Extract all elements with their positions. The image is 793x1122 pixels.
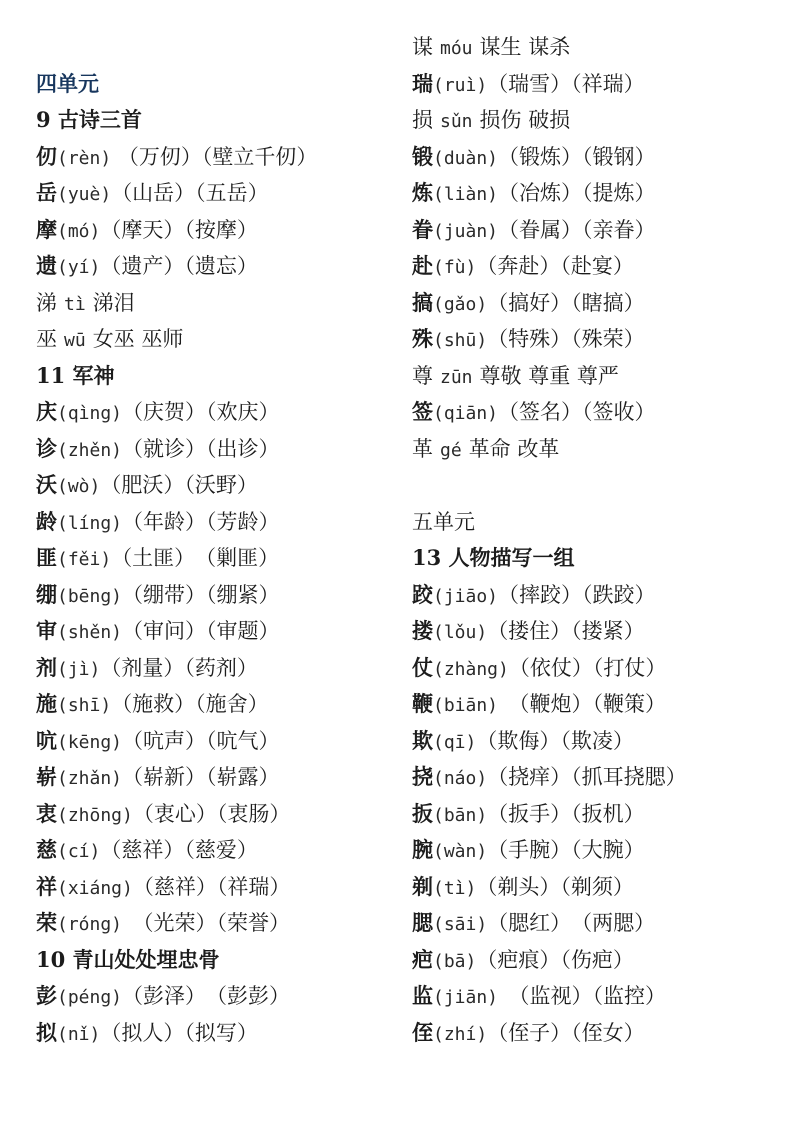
entry-words: （庆贺）（欢庆） [122, 400, 280, 424]
entry-head-char: 审 [36, 618, 57, 643]
entry-head-char: 尊 [412, 363, 433, 388]
entry-pinyin: (jiān) [433, 987, 499, 1008]
vocab-plain-line [412, 29, 687, 66]
entry-pinyin: zūn [440, 366, 473, 388]
lesson-heading [36, 102, 317, 139]
vocab-entry [412, 139, 687, 176]
vocab-entry [36, 759, 317, 796]
entry-words: （腮红） （两腮） [487, 911, 656, 935]
plain-heading [412, 504, 687, 541]
vocab-entry [36, 577, 317, 614]
vocab-entry [36, 686, 317, 723]
vocab-entry [412, 869, 687, 906]
vocab-entry [412, 905, 687, 942]
vocab-entry [36, 869, 317, 906]
entry-head-char: 签 [412, 399, 433, 424]
vocab-plain-line [412, 102, 687, 139]
entry-pinyin: (fù) [433, 257, 477, 278]
vocab-entry [412, 650, 687, 687]
entry-words: （依仗）（打仗） [508, 655, 667, 680]
entry-words: （绷带）（绷紧） [122, 582, 280, 607]
entry-pinyin: (jì) [57, 658, 101, 680]
vocab-entry [412, 394, 687, 431]
entry-head-char: 谋 [412, 35, 433, 59]
vocab-entry [412, 942, 687, 979]
entry-head-char: 彭 [36, 983, 57, 1008]
vocab-entry [412, 759, 687, 796]
entry-pinyin: (cí) [57, 841, 101, 862]
entry-pinyin: (líng) [57, 512, 123, 534]
entry-words: （搂住）（搂紧） [487, 619, 645, 643]
entry-pinyin: (zhǎn) [57, 768, 123, 789]
entry-head-char: 炼 [412, 180, 433, 205]
entry-head-char: 鞭 [412, 691, 433, 716]
entry-pinyin: wū [64, 330, 86, 351]
entry-pinyin: (qī) [433, 731, 477, 753]
vocab-entry [36, 139, 317, 176]
entry-head-char: 遗 [36, 253, 57, 278]
entry-pinyin: (juàn) [433, 220, 499, 242]
entry-words: （慈祥）（慈爱） [100, 838, 258, 862]
entry-head-char: 巫 [36, 327, 57, 351]
vocab-entry [36, 394, 317, 431]
entry-pinyin: (lǒu) [433, 622, 488, 643]
entry-words: （吭声）（吭气） [122, 728, 280, 753]
entry-pinyin: (zhōng) [57, 804, 133, 826]
vocab-entry [412, 212, 687, 249]
entry-words: 女巫 巫师 [92, 327, 184, 351]
entry-head-char: 扳 [412, 800, 433, 826]
entry-head-char: 跤 [412, 581, 433, 607]
vocab-entry [412, 613, 687, 650]
entry-pinyin: (bān) [433, 804, 488, 826]
entry-head-char: 沃 [36, 472, 57, 497]
lesson-heading-label: 13 人物描写一组 [412, 545, 575, 570]
entry-pinyin: (zhí) [433, 1023, 488, 1045]
vocab-entry [36, 540, 317, 577]
entry-pinyin: (yuè) [57, 184, 112, 205]
entry-words: （光荣）（荣誉） [122, 911, 291, 935]
entry-pinyin: gé [440, 439, 462, 461]
entry-words: （山岳）（五岳） [111, 181, 269, 205]
entry-words: （剂量）（药剂） [100, 655, 258, 680]
entry-pinyin: (bā) [433, 950, 477, 972]
entry-head-char: 革 [412, 436, 433, 461]
entry-words: （剃头）（剃须） [476, 874, 634, 899]
vocab-entry [412, 248, 687, 285]
entry-head-char: 崭 [36, 764, 57, 789]
vocab-plain-line [412, 358, 687, 395]
entry-head-char: 慈 [36, 837, 57, 862]
entry-pinyin: (wò) [57, 476, 101, 497]
entry-words: （慈祥）（祥瑞） [132, 874, 291, 899]
unit-heading [36, 66, 317, 103]
entry-head-char: 眷 [412, 216, 433, 242]
entry-pinyin: (shū) [433, 330, 488, 351]
lesson-heading-label: 10 青山处处埋忠骨 [36, 946, 220, 972]
entry-head-char: 搂 [412, 618, 433, 643]
vocab-entry [36, 905, 317, 942]
vocab-entry [412, 832, 687, 869]
entry-head-char: 诊 [36, 435, 57, 461]
entry-words: （鞭炮）（鞭策） [498, 692, 667, 716]
entry-pinyin: (tì) [433, 877, 477, 899]
entry-words: （就诊）（出诊） [122, 436, 280, 461]
entry-words: （奔赴）（赴宴） [476, 254, 634, 278]
entry-head-char: 龄 [36, 508, 57, 534]
vocab-plain-line [412, 431, 687, 468]
vocab-entry [36, 1015, 317, 1052]
lesson-heading-label: 9 古诗三首 [36, 107, 142, 132]
entry-words: （肥沃）（沃野） [100, 473, 258, 497]
entry-pinyin: (shěn) [57, 622, 123, 643]
entry-words: （眷属）（亲眷） [498, 217, 656, 242]
entry-words: （手腕）（大腕） [487, 838, 645, 862]
vocab-entry [412, 723, 687, 760]
vocab-entry [412, 175, 687, 212]
entry-head-char: 荣 [36, 910, 57, 935]
entry-pinyin: (róng) [57, 914, 123, 935]
entry-words: （拟人）（拟写） [100, 1020, 258, 1045]
entry-head-char: 欺 [412, 727, 433, 753]
blank-line [36, 29, 317, 66]
entry-pinyin: sǔn [440, 111, 473, 132]
entry-pinyin: (biān) [433, 695, 499, 716]
vocab-entry [412, 796, 687, 833]
entry-head-char: 祥 [36, 873, 57, 899]
vocab-entry [36, 796, 317, 833]
entry-pinyin: (nǐ) [57, 1023, 101, 1045]
entry-words: （签名）（签收） [498, 400, 656, 424]
entry-pinyin: (qiān) [433, 403, 499, 424]
entry-head-char: 腮 [412, 910, 433, 935]
blank-line [412, 467, 687, 504]
entry-words: （崭新）（崭露） [122, 765, 280, 789]
entry-words: （挠痒）（抓耳挠腮） [487, 765, 687, 789]
entry-pinyin: (péng) [57, 987, 123, 1008]
entry-pinyin: (liàn) [433, 184, 499, 205]
entry-head-char: 剃 [412, 873, 433, 899]
vocab-entry [36, 978, 317, 1015]
entry-words: （瑞雪）（祥瑞） [487, 71, 645, 96]
entry-head-char: 挠 [412, 764, 433, 789]
vocab-entry [412, 321, 687, 358]
vocab-entry [36, 504, 317, 541]
vocab-entry [412, 686, 687, 723]
entry-pinyin: (rèn) [57, 147, 112, 169]
entry-head-char: 侄 [412, 1019, 433, 1045]
vocab-entry [36, 248, 317, 285]
entry-pinyin: (mó) [57, 220, 101, 242]
entry-pinyin: móu [440, 38, 473, 59]
entry-words: （冶炼）（提炼） [498, 181, 656, 205]
entry-head-char: 拟 [36, 1019, 57, 1045]
entry-words: （万仞）（壁立千仞） [111, 144, 318, 169]
vocab-entry [412, 1015, 687, 1052]
entry-head-char: 施 [36, 691, 57, 716]
vocab-entry [36, 832, 317, 869]
entry-words: （扳手）（扳机） [487, 801, 645, 826]
vocab-entry [36, 212, 317, 249]
entry-words: （彭泽） （彭彭） [122, 984, 291, 1008]
vocab-entry [36, 431, 317, 468]
vocab-plain-line [36, 285, 317, 322]
entry-head-char: 搞 [412, 289, 433, 315]
entry-head-char: 涕 [36, 290, 57, 315]
unit-heading-label: 四单元 [36, 70, 99, 96]
entry-words: （搞好）（瞎搞） [487, 290, 645, 315]
entry-head-char: 瑞 [412, 70, 433, 96]
entry-words: （疤痕）（伤疤） [476, 947, 634, 972]
lesson-heading-label: 11 军神 [36, 362, 115, 388]
entry-head-char: 仗 [412, 654, 433, 680]
entry-pinyin: (jiāo) [433, 585, 499, 607]
entry-pinyin: tì [64, 293, 86, 315]
vocab-entry [412, 285, 687, 322]
entry-head-char: 疤 [412, 946, 433, 972]
lesson-heading [412, 540, 687, 577]
entry-words: （侄子）（侄女） [487, 1020, 645, 1045]
entry-head-char: 摩 [36, 216, 57, 242]
entry-head-char: 衷 [36, 800, 57, 826]
entry-words: （摩天）（按摩） [100, 217, 258, 242]
entry-words: 尊敬 尊重 尊严 [479, 363, 619, 388]
entry-pinyin: (ruì) [433, 74, 488, 96]
entry-pinyin: (wàn) [433, 841, 488, 862]
entry-head-char: 殊 [412, 326, 433, 351]
entry-pinyin: (zhěn) [57, 439, 123, 461]
entry-head-char: 监 [412, 983, 433, 1008]
entry-head-char: 赴 [412, 253, 433, 278]
entry-head-char: 绷 [36, 581, 57, 607]
vocab-plain-line [36, 321, 317, 358]
vocab-entry [36, 613, 317, 650]
left-column [36, 29, 317, 1051]
entry-words: （年龄）（芳龄） [122, 509, 280, 534]
plain-heading-label: 五单元 [412, 509, 475, 534]
vocab-entry [412, 577, 687, 614]
entry-words: （锻炼）（锻钢） [498, 144, 656, 169]
vocab-entry [36, 175, 317, 212]
entry-head-char: 锻 [412, 143, 433, 169]
entry-head-char: 岳 [36, 180, 57, 205]
vocab-entry [36, 650, 317, 687]
entry-words: （欺侮）（欺凌） [476, 728, 634, 753]
vocab-entry [36, 467, 317, 504]
entry-words: （监视）（监控） [498, 984, 667, 1008]
entry-words: （特殊）（殊荣） [487, 327, 645, 351]
entry-words: （摔跤）（跌跤） [498, 582, 656, 607]
entry-words: （衷心）（衷肠） [132, 801, 291, 826]
entry-pinyin: (sāi) [433, 914, 488, 935]
lesson-heading [36, 358, 317, 395]
entry-pinyin: (qìng) [57, 403, 123, 424]
entry-pinyin: (bēng) [57, 585, 123, 607]
entry-pinyin: (kēng) [57, 731, 123, 753]
entry-pinyin: (yí) [57, 257, 101, 278]
lesson-heading [36, 942, 317, 979]
entry-pinyin: (zhàng) [433, 658, 509, 680]
entry-head-char: 损 [412, 108, 433, 132]
entry-words: 涕泪 [92, 290, 135, 315]
entry-words: （审问）（审题） [122, 619, 280, 643]
vocab-entry [36, 723, 317, 760]
entry-words: 革命 改革 [468, 436, 560, 461]
entry-pinyin: (shī) [57, 695, 112, 716]
entry-words: （遗产）（遗忘） [100, 254, 258, 278]
entry-pinyin: (gǎo) [433, 293, 488, 315]
entry-pinyin: (duàn) [433, 147, 499, 169]
entry-pinyin: (náo) [433, 768, 488, 789]
vocab-entry [412, 66, 687, 103]
entry-head-char: 匪 [36, 545, 57, 570]
entry-words: 谋生 谋杀 [479, 35, 571, 59]
entry-head-char: 吭 [36, 727, 57, 753]
right-column [412, 29, 687, 1051]
entry-words: 损伤 破损 [479, 108, 571, 132]
entry-words: （土匪） （剿匪） [111, 546, 280, 570]
vocab-entry [412, 978, 687, 1015]
entry-pinyin: (fěi) [57, 549, 112, 570]
entry-words: （施救）（施舍） [111, 692, 269, 716]
entry-head-char: 腕 [412, 837, 433, 862]
entry-head-char: 仞 [36, 143, 57, 169]
entry-head-char: 剂 [36, 654, 57, 680]
entry-head-char: 庆 [36, 399, 57, 424]
entry-pinyin: (xiáng) [57, 877, 133, 899]
